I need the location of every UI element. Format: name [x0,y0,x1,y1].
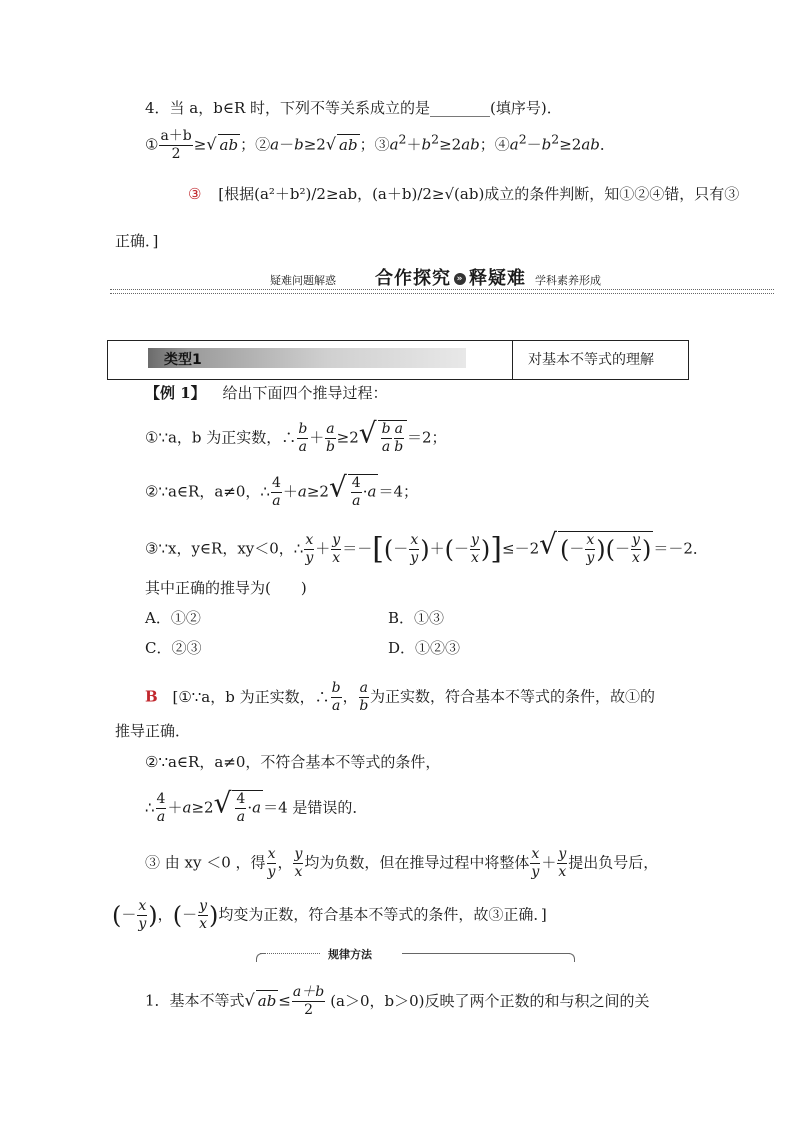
solution-line-6b: 均变为正数，符合基本不等式的条件，故③正确．] [218,905,547,924]
solution-line-5b: 均为负数，但在推导过程中将整体 [304,853,530,872]
example-heading [145,383,387,403]
method-item-1: 1．基本不等式√ ab ≤ $\frac{a+b}{2}$ (a＞0，b＞0)反映了两个正数的和与积之间的关 [145,984,650,1018]
step2-prefix: ②∵a∈R，a≠0，∴ [145,482,270,501]
option-b: B．①③ [388,609,445,627]
method-item-1b: (a＞0，b＞0)反映了两个正数的和与积之间的关 [330,991,650,1010]
type-box [107,340,689,380]
solution-line-1a: [①∵a，b 为正实数，∴ [172,687,330,706]
solution-answer: B [145,687,158,706]
section-right-text: 学科素养形成 [535,274,601,287]
section-rule [110,289,774,294]
method-item-1a: 1．基本不等式 [145,991,245,1010]
section-title [375,264,526,290]
q4-items: ① $\frac{a+b}{2}$ ≥√ ab ；②a－b≥2√ ab ；$③a^2+b^2\ge 2ab$；$④a^2-b^2\ge 2ab$． [145,128,615,162]
example-step-2: ②∵a∈R，a≠0，∴ $\frac{4}{a}$ ＋a≥2√ $\frac{4}{a}$ ·a ＝4； [145,470,418,509]
example-step-3: ③∵x，y∈R，xy＜0，∴ $\frac{x}{y}$ ＋ $\frac{y}{x}$ ＝－[(－ $\frac{x}{y}$ )＋(－ $\frac{y}{x}$ )]≤－2√ (－ $\frac{x}{y}$ )(－ $\frac{y}{x}$ ) ＝－2． [145,527,708,567]
method-arc-left [256,953,265,962]
example-question: 其中正确的推导为( ) [145,579,307,597]
section-title-a: 合作探究 [375,268,451,289]
example-step-1: ①∵a，b 为正实数，∴ $\frac{b}{a}$ ＋ $\frac{a}{b}$ ≥2√ $\frac{b}{a}$ $\frac{a}{b}$ ＝2； [145,416,447,455]
solution-line-1: B [①∵a，b 为正实数，∴ $\frac{b}{a}$ ， $\frac{a}{b}$ 为正实数，符合基本不等式的条件，故①的 [145,680,655,714]
solution-line-1b: 为正实数，符合基本不等式的条件，故①的 [369,687,655,706]
option-d: D．①②③ [388,639,461,657]
example-label: 【例 1】 [145,384,206,402]
method-banner [260,946,570,960]
method-arc-right [566,953,575,962]
option-c: C．②③ [145,639,202,657]
example-intro: 给出下面四个推导过程： [222,384,388,402]
method-rule-right [402,953,570,954]
solution-line-5c: 提出负号后， [568,853,659,872]
method-label: 规律方法 [328,948,372,961]
solution-line-3: ②∵a∈R，a≠0，不符合基本不等式的条件， [145,753,441,771]
q4-answer-label: ③ [188,185,202,203]
type-tag [148,348,466,368]
solution-line-2: 推导正确． [115,722,191,740]
type-tag-label: 类型1 [164,352,202,368]
type-divider [512,341,513,379]
section-banner [110,262,774,292]
step1-prefix: ①∵a，b 为正实数，∴ [145,428,297,447]
solution-line-6: (－ $\frac{x}{y}$ )，(－ $\frac{y}{x}$ )均变为正数，符合基本不等式的条件，故③正确．] [112,898,547,932]
solution-line-4b: ＝4 是错误的． [263,798,368,817]
q4-explain-2: 正确．] [115,232,159,250]
solution-line-4: ∴ $\frac{4}{a}$ ＋a≥2√ $\frac{4}{a}$ ·a ＝4 是错误的． [145,786,368,825]
q4-stem: 4．当 a，b∈R 时，下列不等关系成立的是________(填序号)． [145,99,562,117]
q4-answer [188,184,739,204]
section-left-text: 疑难问题解惑 [270,274,336,287]
method-rule-left [260,953,320,954]
arrow-icon: » [454,273,466,285]
section-title-b: 释疑难 [469,268,526,289]
solution-line-5a: ③ 由 xy ＜0 ，得 [145,853,266,872]
step3-prefix: ③∵x，y∈R，xy＜0，∴ [145,539,304,558]
q4-explain-1: [根据(a²＋b²)/2≥ab，(a＋b)/2≥√(ab)成立的条件判断，知①②④错，只有③ [218,185,740,203]
solution-line-5: ③ 由 xy ＜0 ，得 $\frac{x}{y}$ ， $\frac{y}{x}$ 均为负数，但在推导过程中将整体 $\frac{x}{y}$ ＋ $\frac{y}{x}$ 提出负号后， [145,846,659,880]
option-a: A．①② [145,609,201,627]
type-title: 对基本不等式的理解 [528,352,654,368]
